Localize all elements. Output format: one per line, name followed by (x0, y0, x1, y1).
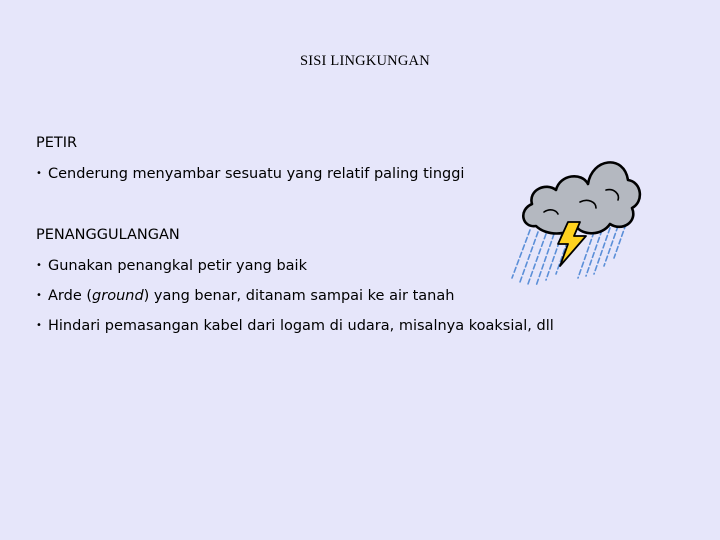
storm-illustration (506, 150, 646, 290)
bullet-text: Hindari pemasangan kabel dari logam di udara, misalnya koaksial, dll (48, 318, 554, 334)
bullet-text: Gunakan penangkal petir yang baik (48, 258, 307, 274)
section-heading-penanggulangan: PENANGGULANGAN (36, 227, 180, 243)
bullet-dot: • (36, 290, 42, 301)
bullet-item (36, 166, 464, 182)
bullet-item (36, 318, 554, 334)
bullet-item (36, 288, 454, 304)
bullet-text: Cenderung menyambar sesuatu yang relatif paling tinggi (48, 166, 465, 182)
section-heading-petir: PETIR (36, 135, 78, 151)
bullet-dot: • (36, 168, 42, 179)
bullet-dot: • (36, 260, 42, 271)
bullet-text-pre: Arde ( (48, 288, 93, 304)
bullet-text-post: ) yang benar, ditanam sampai ke air tanah (143, 288, 455, 304)
bullet-dot: • (36, 320, 42, 331)
storm-cloud-lightning-rain-icon (506, 150, 646, 290)
cloud-shape (523, 162, 640, 233)
slide-title: SISI LINGKUNGAN (300, 53, 430, 69)
bullet-text-emphasis: ground (92, 288, 144, 304)
bullet-item (36, 258, 307, 274)
